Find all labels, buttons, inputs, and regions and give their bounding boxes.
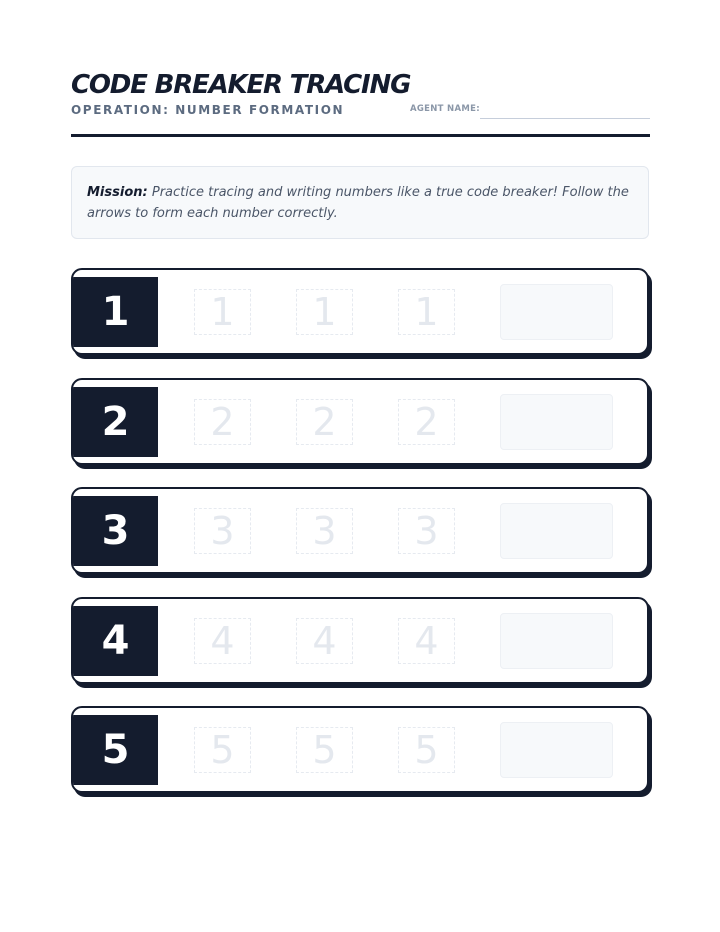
write-box[interactable] <box>500 394 613 450</box>
mission-label: Mission: <box>87 185 148 200</box>
number-row-2 <box>71 378 649 465</box>
worksheet-header <box>71 70 650 117</box>
agent-name-field[interactable] <box>480 118 650 119</box>
trace-box[interactable]: 5 <box>194 727 251 773</box>
trace-box[interactable]: 1 <box>194 289 251 335</box>
trace-box[interactable]: 4 <box>398 618 455 664</box>
trace-box[interactable]: 5 <box>296 727 353 773</box>
number-row-1 <box>71 268 649 355</box>
mission-text <box>87 182 632 224</box>
trace-box[interactable]: 3 <box>296 508 353 554</box>
page-title: CODE BREAKER TRACING <box>71 70 411 100</box>
number-row-4 <box>71 597 649 684</box>
write-box[interactable] <box>500 722 613 778</box>
page-subtitle: OPERATION: NUMBER FORMATION <box>71 103 345 117</box>
number-badge: 2 <box>73 387 158 457</box>
number-row-3 <box>71 487 649 574</box>
mission-body: Practice tracing and writing numbers like a true code breaker! Follow the arrows to form each number correctly. <box>87 185 629 221</box>
trace-box[interactable]: 4 <box>194 618 251 664</box>
trace-box[interactable]: 1 <box>398 289 455 335</box>
write-box[interactable] <box>500 613 613 669</box>
mission-box <box>71 166 649 239</box>
write-box[interactable] <box>500 284 613 340</box>
trace-box[interactable]: 2 <box>194 399 251 445</box>
agent-name-label: AGENT NAME: <box>410 104 480 114</box>
header-divider <box>71 134 650 137</box>
number-badge: 1 <box>73 277 158 347</box>
trace-box[interactable]: 3 <box>398 508 455 554</box>
trace-box[interactable]: 1 <box>296 289 353 335</box>
trace-box[interactable]: 3 <box>194 508 251 554</box>
trace-box[interactable]: 2 <box>296 399 353 445</box>
trace-box[interactable]: 2 <box>398 399 455 445</box>
number-row-5 <box>71 706 649 793</box>
number-badge: 4 <box>73 606 158 676</box>
trace-box[interactable]: 5 <box>398 727 455 773</box>
number-badge: 3 <box>73 496 158 566</box>
trace-box[interactable]: 4 <box>296 618 353 664</box>
write-box[interactable] <box>500 503 613 559</box>
number-badge: 5 <box>73 715 158 785</box>
